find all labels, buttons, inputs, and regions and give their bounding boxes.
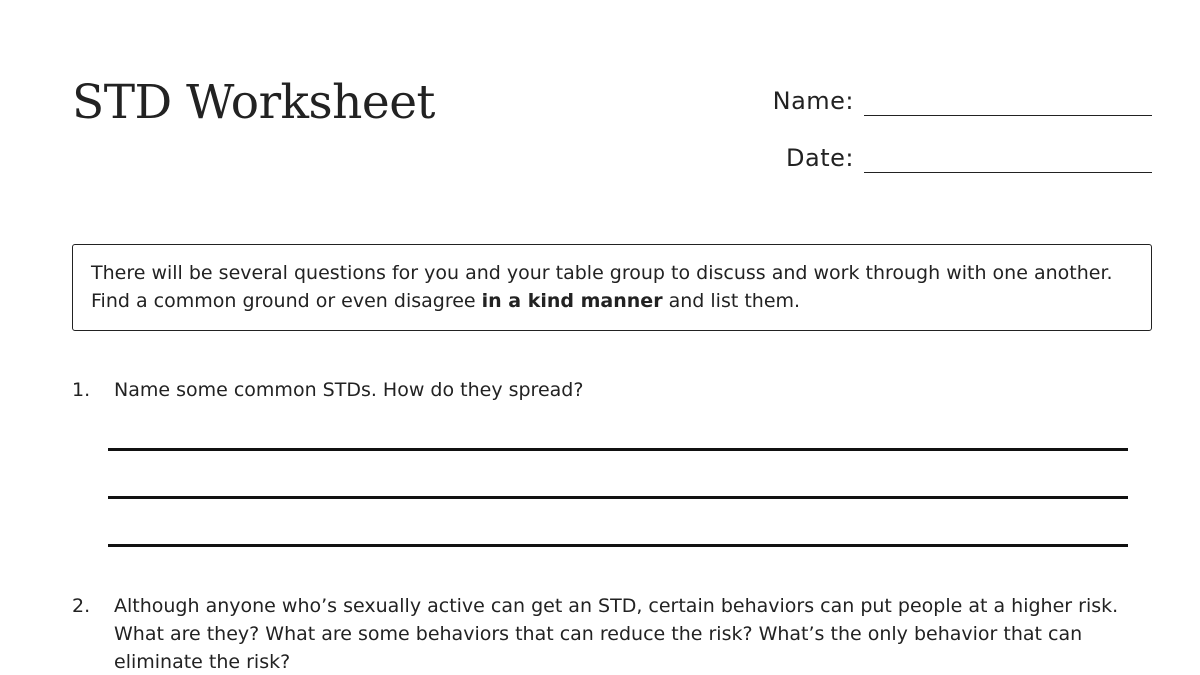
instructions-bold-text: in a kind manner <box>481 290 663 312</box>
question-1 <box>72 376 1162 404</box>
answer-line[interactable] <box>108 448 1128 451</box>
instructions-text-before: There will be several questions for you and your table group to discuss and work through with one another. Find a common ground or even disagree <box>91 262 1113 312</box>
name-label: Name: <box>772 87 854 115</box>
answer-line[interactable] <box>108 544 1128 547</box>
question-number: 2. <box>72 595 91 617</box>
page-title: STD Worksheet <box>72 75 435 130</box>
date-field <box>700 137 1152 173</box>
instructions-text-after: and list them. <box>662 290 801 312</box>
name-blank-line[interactable] <box>864 114 1152 116</box>
name-field <box>700 80 1152 116</box>
date-label: Date: <box>786 144 854 172</box>
date-blank-line[interactable] <box>864 171 1152 173</box>
question-text: Name some common STDs. How do they spread? <box>114 379 584 401</box>
question-text: Although anyone who’s sexually active can get an STD, certain behaviors can put people at a higher risk. What are they? What are some behaviors that can reduce the risk? What’s the only behavior that can eliminate the risk? <box>114 595 1119 673</box>
answer-line[interactable] <box>108 496 1128 499</box>
question-2 <box>72 592 1162 675</box>
question-number: 1. <box>72 379 91 401</box>
instructions-box <box>72 244 1152 331</box>
